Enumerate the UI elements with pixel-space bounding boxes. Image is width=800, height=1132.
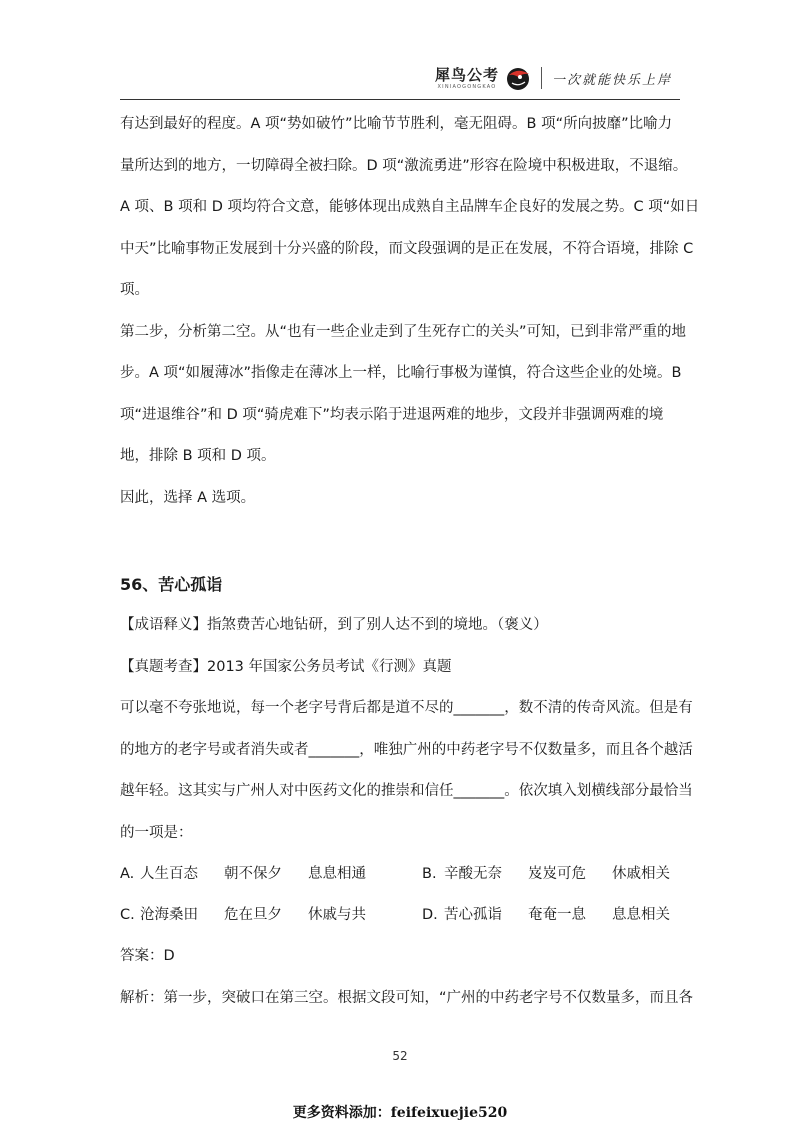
text-line: 有达到最好的程度。A 项“势如破竹”比喻节节胜利，毫无阻碍。B 项“所向披靡”比喻力 [120, 116, 673, 132]
text-line: 第二步，分析第二空。从“也有一些企业走到了生死存亡的关头”可知，已到非常严重的地 [120, 323, 687, 340]
text-line: 中天”比喻事物正发展到十分兴盛的阶段，而文段强调的是正在发展，不符合语境，排除 C [120, 240, 694, 257]
idiom-title: 56、苦心孤诣 [120, 575, 223, 594]
exam-source: 【真题考查】2013 年国家公务员考试《行测》真题 [120, 658, 452, 675]
answer-line: 答案：D [120, 948, 175, 964]
brand-text [435, 66, 499, 91]
option-d-letter: D. [422, 907, 438, 923]
option-c-letter: C. [120, 907, 135, 923]
option-a-word-2: 朝不保夕 [224, 866, 282, 882]
option-c-word-1: 沧海桑田 [140, 907, 198, 923]
option-a-letter: A. [120, 866, 135, 882]
option-b-letter: B. [422, 866, 437, 882]
option-b-word-1: 辛酸无奈 [444, 866, 502, 882]
brand-name: 犀鸟公考 [434, 65, 499, 84]
brand-logo [435, 60, 672, 96]
text-line: 步。A 项“如履薄冰”指像走在薄冰上一样，比喻行事极为谨慎，符合这些企业的处境。B [120, 365, 682, 381]
option-c-word-3: 休戚与共 [308, 907, 366, 923]
question-line: 的一项是： [120, 824, 193, 841]
option-b-word-2: 岌岌可危 [528, 866, 586, 882]
text-line: 量所达到的地方，一切障碍全被扫除。D 项“激流勇进”形容在险境中积极进取，不退缩。 [120, 157, 688, 174]
option-d-word-3: 息息相关 [612, 907, 670, 923]
hornbill-logo-icon [505, 65, 531, 91]
continued-analysis [120, 104, 700, 519]
option-a-word-3: 息息相通 [308, 866, 366, 882]
text-line: 项。 [120, 282, 149, 298]
text-line: 地，排除 B 项和 D 项。 [120, 448, 276, 464]
page-header [120, 52, 680, 102]
brand-subtitle: XINIAOGONGKAO [437, 83, 497, 90]
options-row-1 [120, 854, 682, 895]
text-line: A 项、B 项和 D 项均符合文意，能够体现出成熟自主品牌车企良好的发展之势。C 项“如日 [120, 199, 700, 215]
footer-note: 更多资料添加：feifeixuejie520 [292, 1105, 508, 1121]
header-divider [120, 99, 680, 100]
option-a-word-1: 人生百态 [140, 866, 198, 882]
idiom-section [120, 605, 694, 1019]
question-line: 的地方的老字号或者消失或者_______，唯独广州的中药老字号不仅数量多，而且各个越活 [120, 741, 693, 758]
option-b-word-3: 休戚相关 [612, 866, 670, 882]
option-d-word-2: 奄奄一息 [528, 907, 586, 923]
question-line: 可以毫不夸张地说，每一个老字号背后都是道不尽的_______，数不清的传奇风流。但是有 [120, 700, 693, 716]
slogan: 一次就能快乐上岸 [551, 72, 672, 88]
options-row-2 [120, 895, 682, 936]
page-number: 52 [392, 1049, 408, 1063]
conclusion-line: 因此，选择 A 选项。 [120, 489, 256, 506]
question-line: 越年轻。这其实与广州人对中医药文化的推崇和信任_______。依次填入划横线部分最恰当 [120, 783, 693, 799]
header-separator [541, 67, 542, 89]
option-d-word-1: 苦心孤诣 [444, 907, 502, 923]
analysis-line: 解析：第一步，突破口在第三空。根据文段可知，“广州的中药老字号不仅数量多，而且各 [120, 989, 694, 1006]
option-c-word-2: 危在旦夕 [224, 907, 282, 923]
text-line: 项“进退维谷”和 D 项“骑虎难下”均表示陷于进退两难的地步，文段并非强调两难的境 [120, 406, 664, 423]
idiom-definition: 【成语释义】指煞费苦心地钻研，到了别人达不到的境地。（褒义） [120, 617, 548, 633]
